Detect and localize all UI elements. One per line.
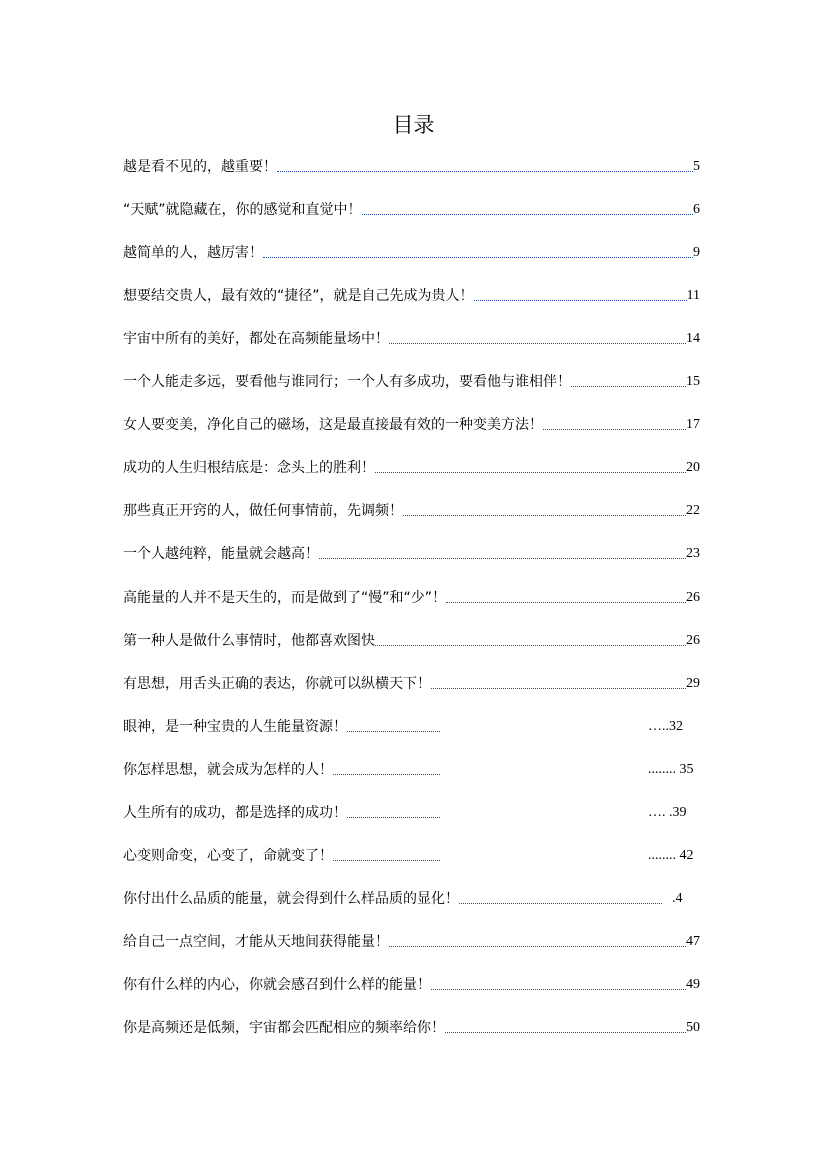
dot-leader (347, 716, 440, 738)
toc-entry-title: 有思想，用舌头正确的表达，你就可以纵横天下！ (123, 676, 431, 692)
toc-page-number: 9 (693, 245, 700, 260)
dot-leader (389, 931, 686, 953)
dot-leader (277, 156, 693, 178)
toc-page-number: ........ 35 (648, 762, 694, 777)
toc-entry[interactable] (123, 242, 700, 264)
dot-leader (375, 457, 686, 479)
toc-page-number: …. .39 (648, 805, 687, 820)
toc-page-number: 49 (686, 977, 700, 992)
toc-entry-title: 女人要变美，净化自己的磁场，这是最直接最有效的一种变美方法！ (123, 417, 543, 433)
toc-entry-title: 你怎样思想，就会成为怎样的人！ (123, 762, 333, 778)
dot-leader (445, 1017, 686, 1039)
dot-leader (263, 242, 693, 264)
toc-entry[interactable] (123, 457, 700, 479)
toc-page-number: 15 (686, 374, 700, 389)
toc-page-number: 26 (686, 590, 700, 605)
dot-leader (431, 974, 686, 996)
toc-page-number: 50 (686, 1020, 700, 1035)
toc-page-number: 47 (686, 934, 700, 949)
dot-leader (474, 285, 687, 307)
toc-entry-title: 越是看不见的，越重要！ (123, 159, 277, 175)
toc-page-number: 20 (686, 460, 700, 475)
toc-entry-title: 一个人能走多远，要看他与谁同行；一个人有多成功，要看他与谁相伴！ (123, 374, 571, 390)
toc-page-number: 17 (686, 417, 700, 432)
toc-entry[interactable] (123, 285, 700, 307)
toc-page-number: 11 (686, 288, 700, 303)
toc-entry[interactable] (123, 845, 440, 867)
dot-leader (333, 759, 440, 781)
toc-entry-title: 成功的人生归根结底是：念头上的胜利！ (123, 460, 375, 476)
dot-leader (375, 630, 686, 652)
page-title: 目录 (392, 113, 435, 137)
dot-leader (319, 543, 686, 565)
toc-entry[interactable] (123, 1017, 700, 1039)
toc-entry[interactable] (123, 673, 700, 695)
toc-entry-title: 你付出什么品质的能量，就会得到什么样品质的显化！ (123, 891, 459, 907)
toc-entry[interactable] (123, 500, 700, 522)
toc-entry-title: 人生所有的成功，都是选择的成功！ (123, 805, 347, 821)
toc-page-number: …..32 (648, 719, 683, 734)
toc-entry[interactable] (123, 543, 700, 565)
dot-leader (362, 199, 693, 221)
toc-page-number: 14 (686, 331, 700, 346)
toc-entry-title: “天赋”就隐藏在，你的感觉和直觉中！ (123, 202, 362, 218)
toc-entry[interactable] (123, 974, 700, 996)
dot-leader (543, 414, 686, 436)
toc-page-number: ........ 42 (648, 848, 694, 863)
dot-leader (431, 673, 686, 695)
toc-entry[interactable] (123, 630, 700, 652)
toc-page-number: 29 (686, 676, 700, 691)
toc-entry[interactable] (123, 199, 700, 221)
toc-entry-title: 想要结交贵人，最有效的“捷径”，就是自己先成为贵人！ (123, 288, 474, 304)
toc-entry[interactable] (123, 371, 700, 393)
toc-entry[interactable] (123, 802, 440, 824)
toc-entry[interactable] (123, 931, 700, 953)
dot-leader (403, 500, 686, 522)
dot-leader (347, 802, 440, 824)
toc-entry-title: 高能量的人并不是天生的，而是做到了“慢”和“少”！ (123, 590, 447, 606)
toc-entry[interactable] (123, 156, 700, 178)
toc-entry-title: 那些真正开窍的人，做任何事情前，先调频！ (123, 503, 403, 519)
toc-page-number: 6 (693, 202, 700, 217)
toc-entry-title: 给自己一点空间，才能从天地间获得能量！ (123, 934, 389, 950)
toc-page-number: 22 (686, 503, 700, 518)
toc-entry-title: 心变则命变，心变了，命就变了！ (123, 848, 333, 864)
dot-leader (446, 587, 686, 609)
toc-page-number: 26 (686, 633, 700, 648)
toc-entry-title: 第一种人是做什么事情时，他都喜欢图快 (123, 633, 375, 649)
toc-page-number: 23 (686, 546, 700, 561)
toc-entry-title: 眼神，是一种宝贵的人生能量资源！ (123, 719, 347, 735)
toc-entry[interactable] (123, 414, 700, 436)
toc-entry-title: 一个人越纯粹，能量就会越高！ (123, 546, 319, 562)
toc-entry[interactable] (123, 587, 700, 609)
toc-entry-title: 越简单的人，越厉害！ (123, 245, 263, 261)
toc-page-number: 5 (693, 159, 700, 174)
toc-page-number: .4 (672, 891, 683, 906)
dot-leader (571, 371, 686, 393)
toc-entry[interactable] (123, 716, 440, 738)
toc-entry[interactable] (123, 328, 700, 350)
toc-entry[interactable] (123, 759, 440, 781)
dot-leader (389, 328, 686, 350)
dot-leader (459, 888, 662, 910)
toc-entry-title: 宇宙中所有的美好，都处在高频能量场中！ (123, 331, 389, 347)
toc-entry[interactable] (123, 888, 662, 910)
dot-leader (333, 845, 440, 867)
toc-entry-title: 你有什么样的内心，你就会感召到什么样的能量！ (123, 977, 431, 993)
toc-entry-title: 你是高频还是低频，宇宙都会匹配相应的频率给你！ (123, 1020, 445, 1036)
